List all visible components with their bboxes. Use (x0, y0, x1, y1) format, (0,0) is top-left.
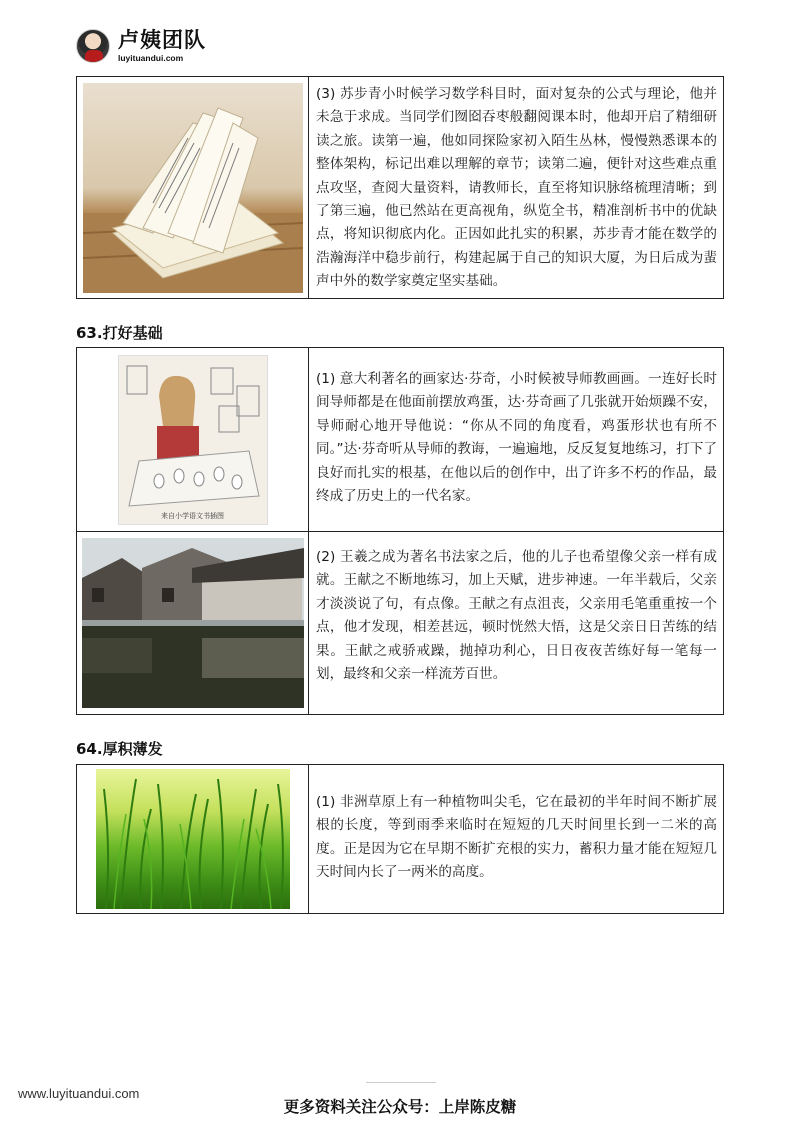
story-text: (3) 苏步青小时候学习数学科目时，面对复杂的公式与理论，他并未急于求成。当同学们囫囵吞枣般翻阅课本时，他却开启了精细研读之旅。读第一遍，他如同探险家初入陌生丛林，慢慢熟悉课本的整体架构，标记出难以理解的章节；读第二遍，便针对这些难点重点攻坚，查阅大量资料，请教师长，直至将知识脉络梳理清晰；到了第三遍，他已然站在更高视角，纵览全书，精准剖析书中的优缺点，将知识彻底内化。正因如此扎实的积累，苏步青才能在数学的浩瀚海洋中稳步前行，构建起属于自己的知识大厦，为日后成为蜚声中外的数学家奠定坚实基础。 (316, 86, 717, 290)
footer-divider (366, 1082, 436, 1083)
image-caption: 来自小学语文书插图 (161, 511, 224, 520)
grass-illustration (96, 769, 290, 909)
grass-image (96, 769, 290, 909)
table-row (77, 348, 723, 531)
header-logo (76, 26, 206, 66)
avatar (76, 29, 110, 63)
table-story-continued (76, 76, 724, 299)
table-section-64 (76, 764, 724, 914)
section-title-63: 63.打好基础 (76, 324, 163, 342)
story-text: (1) 非洲草原上有一种植物叫尖毛，它在最初的半年时间不断扩展根的长度，等到雨季来临时在短短的几天时间里长到一二米的高度。正是因为它在早期不断扩充根的实力，蓄积力量才能在短短几天时间内长了一两米的高度。 (316, 794, 717, 881)
table-row (77, 765, 723, 913)
open-book-illustration (83, 83, 303, 293)
footer-note: 更多资料关注公众号：上岸陈皮糖 (283, 1098, 517, 1116)
image-cell (77, 348, 309, 531)
image-cell (77, 765, 309, 913)
footer-url[interactable]: www.luyituandui.com (18, 1086, 140, 1101)
brand-url: luyituandui.com (118, 52, 184, 63)
image-cell (77, 532, 309, 714)
story-text: (2) 王羲之成为著名书法家之后，他的儿子也希望像父亲一样有成就。王献之不断地练习，加上天赋，进步神速。一年半载后，父亲才淡淡说了句，有点像。王献之有点沮丧，父亲用毛笔重重按一个点，他才发现，相差甚远，顿时恍然大悟，这是父亲日日苦练的结果。王献之戒骄戒躁，抛掉功利心，日日夜夜苦练好每一笔每一划，最终和父亲一样流芳百世。 (316, 549, 717, 683)
ink-pond-image (82, 538, 304, 708)
da-vinci-illustration (118, 355, 268, 525)
table-row (77, 77, 723, 298)
image-cell (77, 77, 309, 298)
table-row (77, 531, 723, 714)
brand-name: 卢姨团队 (118, 27, 206, 52)
story-text: (1) 意大利著名的画家达·芬奇，小时候被导师教画画。一连好长时间导师都是在他面前摆放鸡蛋，达·芬奇画了几张就开始烦躁不安，导师耐心地开导他说：“你从不同的角度看，鸡蛋形状也有所不同。”达·芬奇听从导师的教诲，一遍遍地，反反复复地练习，打下了良好而扎实的根基，在他以后的创作中，出了许多不朽的作品，最终成了历史上的一代名家。 (316, 371, 717, 505)
drawing-illustration (119, 356, 268, 525)
brand (118, 27, 206, 63)
open-book-image (83, 83, 303, 293)
pond-houses-illustration (82, 538, 304, 708)
table-section-63 (76, 347, 724, 715)
section-title-64: 64.厚积薄发 (76, 740, 163, 758)
